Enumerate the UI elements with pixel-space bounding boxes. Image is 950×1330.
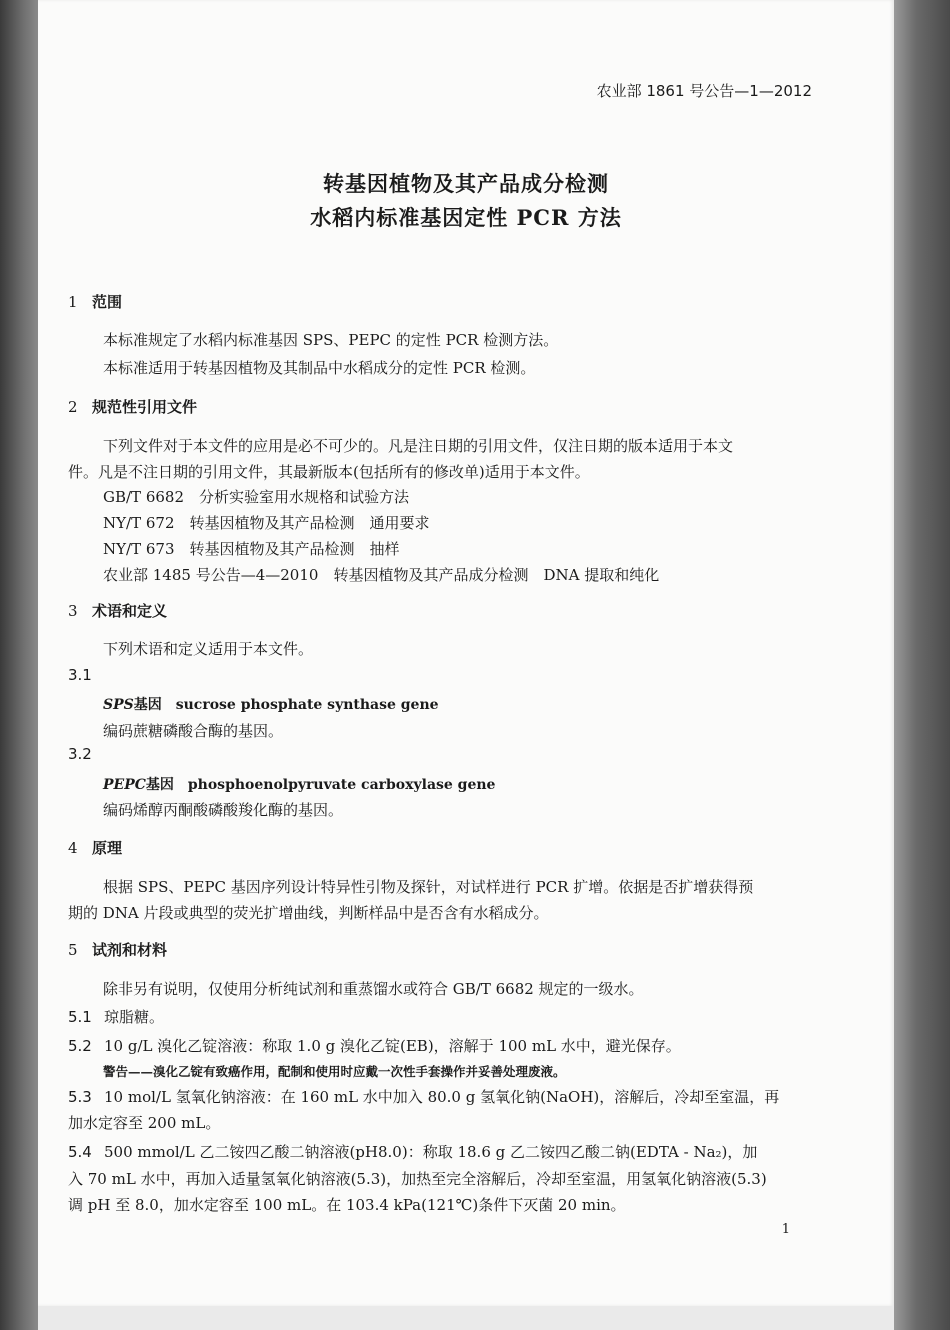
section-1-para-2: 本标准适用于转基因植物及其制品中水稻成分的定性 PCR 检测。: [103, 359, 536, 377]
item-5-3: 5.3 10 mol/L 氢氧化钠溶液：在 160 mL 水中加入 80.0 g 氢氧化钠(NaOH)，溶解后，冷却至室温，再: [68, 1088, 780, 1106]
term-3-1-title: SPS基因 sucrose phosphate synthase gene: [103, 697, 439, 713]
reference-item: GB/T 6682 分析实验室用水规格和试验方法: [103, 488, 410, 506]
document-page: [38, 0, 894, 1306]
section-4-heading: 4 原理: [68, 839, 123, 857]
section-5-heading: 5 试剂和材料: [68, 941, 168, 959]
scan-edge-left: [0, 0, 38, 1330]
item-5-3-continued: 加水定容至 200 mL。: [68, 1114, 221, 1132]
reference-item: NY/T 672 转基因植物及其产品检测 通用要求: [103, 514, 430, 532]
page-number: 1: [781, 1222, 790, 1237]
section-3-heading: 3 术语和定义: [68, 602, 168, 620]
reference-item: NY/T 673 转基因植物及其产品检测 抽样: [103, 540, 400, 558]
title-line-1: 转基因植物及其产品成分检测: [323, 171, 609, 196]
section-3-para-1: 下列术语和定义适用于本文件。: [103, 640, 314, 658]
section-4-para-line-2: 期的 DNA 片段或典型的荧光扩增曲线，判断样品中是否含有水稻成分。: [68, 904, 549, 922]
section-2-para-line-2: 件。凡是不注日期的引用文件，其最新版本(包括所有的修改单)适用于本文件。: [68, 463, 590, 481]
item-5-4: 5.4 500 mmol/L 乙二铵四乙酸二钠溶液(pH8.0)：称取 18.6 g 乙二铵四乙酸二钠(EDTA - Na₂)，加: [68, 1143, 758, 1161]
section-2-para-line-1: 下列文件对于本文件的应用是必不可少的。凡是注日期的引用文件，仅注日期的版本适用于本文: [103, 437, 734, 455]
item-5-2: 5.2 10 g/L 溴化乙锭溶液：称取 1.0 g 溴化乙锭(EB)，溶解于 100 mL 水中，避光保存。: [68, 1037, 681, 1055]
section-1-para-1: 本标准规定了水稻内标准基因 SPS、PEPC 的定性 PCR 检测方法。: [103, 331, 559, 349]
warning-note: 警告——溴化乙锭有致癌作用，配制和使用时应戴一次性手套操作并妥善处理废液。: [103, 1064, 566, 1079]
item-5-1: 5.1 琼脂糖。: [68, 1008, 165, 1026]
term-3-1-number: 3.1: [68, 666, 92, 684]
section-5-para-1: 除非另有说明，仅使用分析纯试剂和重蒸馏水或符合 GB/T 6682 规定的一级水。: [103, 980, 644, 998]
document-code: 农业部 1861 号公告—1—2012: [596, 82, 812, 100]
term-3-1-definition: 编码蔗糖磷酸合酶的基因。: [103, 722, 284, 740]
item-5-4-continued-1: 入 70 mL 水中，再加入适量氢氧化钠溶液(5.3)，加热至完全溶解后，冷却至室温，用氢氧化钠溶液(5.3): [68, 1170, 767, 1188]
page-bottom-strip: [38, 1306, 894, 1330]
section-2-heading: 2 规范性引用文件: [68, 398, 198, 416]
section-1-heading: 1 范围: [68, 293, 123, 311]
scan-edge-right: [894, 0, 950, 1330]
section-4-para-line-1: 根据 SPS、PEPC 基因序列设计特异性引物及探针，对试样进行 PCR 扩增。依据是否扩增获得预: [103, 878, 754, 896]
reference-item: 农业部 1485 号公告—4—2010 转基因植物及其产品成分检测 DNA 提取和纯化: [103, 566, 660, 584]
term-3-2-number: 3.2: [68, 745, 92, 763]
term-3-2-definition: 编码烯醇丙酮酸磷酸羧化酶的基因。: [103, 801, 344, 819]
term-3-2-title: PEPC基因 phosphoenolpyruvate carboxylase gene: [103, 777, 496, 793]
title-line-2: 水稻内标准基因定性 PCR 方法: [310, 205, 622, 230]
item-5-4-continued-2: 调 pH 至 8.0，加水定容至 100 mL。在 103.4 kPa(121℃)条件下灭菌 20 min。: [68, 1196, 626, 1214]
